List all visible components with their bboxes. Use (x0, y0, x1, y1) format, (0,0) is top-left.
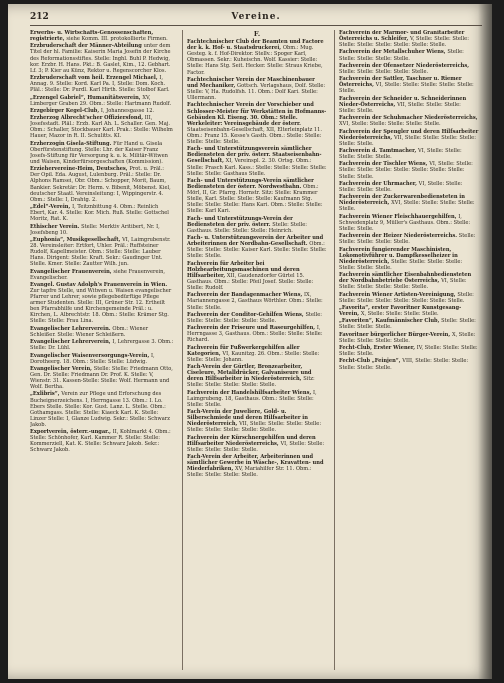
page-number: 212 (30, 12, 49, 22)
directory-entry (30, 326, 174, 338)
entry-name: Fach- und Unterstützungsverein sämtlicher Bediensteten der priv. österr. Staatseisenbahn-Gesellschaft, (187, 146, 322, 165)
entry-details: XI, Vereinspl. 2. 30. Ortsg. Obm.: Stelle: Prasch Karl. Kass.: Stelle: Stelle: Stelle: Stelle: Stelle: Stelle: Gasthaus Stelle. (187, 158, 327, 177)
entry-name: Fachverein der Ofensetzer Niederösterreichs, (339, 62, 470, 69)
directory-entry (339, 358, 479, 370)
entry-details: Obm.: Wiener Schleißer. Stelle: Wiener Schleißern. (30, 325, 149, 338)
entry-name: Fachverein der Uhrmacher, (339, 180, 419, 187)
entry-details: Zur tapfre Stelle, und Witwen u. Waisen evangelischer Pfarrer und Lehrer, sowie pflegebedürftige Pflege armer Studenten. Stelle: III, Grüner Str. 12. Ertheilt ben Pfarrabhilfe und Kirchengemeinde Präl.: u. Kirchen, L. Albrechtstr. 18. Obm.: Stelle: Krämer Stg. Stelle: Stelle: Frau Lina. (30, 288, 172, 325)
directory-entry (30, 141, 174, 165)
directory-entry (187, 345, 327, 363)
entry-name: „Erzengel Gabriel“, Humanitätsverein, (30, 94, 143, 101)
entry-name: Evangel. Gustav Adolph's Frauenverein in Wien. (30, 281, 168, 288)
entry-details: V, Stelle: Stelle: Stelle: Stelle: Stelle: Stelle: Stelle: Stelle: Stelle. (339, 36, 469, 49)
directory-entry (187, 312, 327, 324)
directory-entry (30, 108, 174, 114)
directory-entry (339, 194, 479, 212)
entry-name: Fachverein der Tischler Wiens, (339, 161, 430, 168)
directory-entry (187, 409, 327, 433)
entry-name: Exportverein, österr.-ungar., (30, 429, 113, 436)
entry-name: Evangelischer Lehrerverein, (30, 339, 113, 346)
directory-entry (30, 115, 174, 139)
directory-entry (339, 181, 479, 193)
columns-container (30, 30, 482, 670)
directory-entry (339, 129, 479, 147)
directory-entry (30, 282, 174, 325)
entry-details: VI, Laimgrubenstr. 28. Vereinsleiter: Ertfort, Uhler. Präl.: Ruffsteiner Rudolf, Kapellmeister. Obm.: Stelle: Stelle: Lauber Hans. Dirigent: Stelle: Kraft. Sekr.: Gaudinger Unt. Stelle. Kmer. Stelle: Zautter Wilh. jun. (30, 236, 171, 268)
directory-entry (339, 272, 479, 290)
entry-details: VII, Stelle: Stelle: Stelle: Stelle: Stelle. (339, 101, 461, 114)
entry-details: VII, Stelle: Stelle: Stelle: Stelle: Stelle: Stelle. (339, 134, 476, 147)
entry-details: IX, Mariannengasse 2, Gasthaus Wörthler. Obm.: Stelle: Stelle: Stelle. (187, 292, 323, 311)
entry-details: unter dem Titel der hl. Familie: Kaiserin Maria Josefin der Kirche des Reformationsstiftes. Stelle: Inghl. Buhl P. Hedwig, kor. Erzbr. H. Hans. Pkt.: B. Gaslet, Kim., 12. Gebhart. Lf. 3; P. Kier au Künz, Rektor u. Regenscorcher Klos. (30, 43, 171, 74)
entry-details: Sitz: Stelle: Stelle: Stelle: Stelle: Stelle. (187, 376, 315, 389)
entry-name: Fachverein der Zuckerwarenbediensteten in Niederösterreich, (339, 194, 465, 207)
entry-name: Evangelischer Frauenverein, (30, 268, 114, 275)
entry-details: I, Herrngasse 3, Gasthaus. Obm.: Stelle: Stelle: Stelle: Richard. (187, 325, 323, 344)
directory-entry (339, 161, 479, 179)
directory-entry (339, 318, 479, 330)
entry-name: Ethischer Verein. (30, 223, 82, 230)
entry-details: XVI, Stelle: Stelle: Stelle: Stelle: Stelle. (339, 200, 475, 213)
entry-name: „Edel“-Verein, (30, 204, 73, 211)
entry-details: Stelle: Stelle: Stelle: Stelle: Stelle: Stelle: Stelle: Stelle. (339, 291, 474, 304)
entry-details: Für Hand u. Gisela Oberfürstenstiftung. Stelle: Lhr. der Kaiser Franz Josefs-Stiftung für Versorgung k. u. k. Militär-Witwen und Waisen, Kinderfürsorgeschaften (Kommission). (30, 140, 168, 165)
entry-name: Fecht-Club „Feinjen“, (339, 358, 403, 365)
entry-name: Erzherzogin Gisela-Stiftung. (30, 140, 114, 147)
entry-details: siehe Frauenverein, Evangelischer. (30, 268, 165, 281)
directory-entry (339, 148, 479, 160)
entry-name: Fachverein sämtlicher Eisenbahnbediensteten der Nordbahnbetriebe Österreichs, (339, 272, 472, 285)
directory-entry (30, 43, 174, 73)
directory-entry (339, 233, 479, 245)
entry-name: Fachverein der Kürschnergehilfen und deren Hilfsarbeiter Niederösterreichs, (187, 434, 316, 447)
directory-entry (187, 146, 327, 176)
entry-details: Verein zur Pflege und Erforschung des Bucheignerzeichens. I, Herrngasse 13. Obm.: I. Lo. Ebers Stelle. Stelle: Kor. Gust. Lanz. L. Stelle. Obm.: Gothamgass. Stelle: Stelle: Kiaeck Karl. K. Stelle: Linzer Stelle: I, Glanze Ludwig. Sekr.: Stelle: Schwarz Jakob. (30, 391, 170, 428)
entry-details: IV, Stelle: Stelle: Stelle: Stelle: Stelle. (339, 345, 478, 358)
page-binding-shadow (478, 4, 492, 679)
entry-details: XII, Gaudenzdorfer Gürtel 15. Gasthaus. Obm.: Stelle: Pfeil Josef. Stelle: Stelle: Stelle: Rudolf. (187, 272, 314, 292)
entry-name: Fachtechnischer Club der Beamten und Factore der k. k. Hof- u. Staatsdruckerei, (187, 39, 324, 52)
directory-entry (187, 216, 327, 234)
entry-name: Fachverein der Marmor- und Granitarbeiter Österreichs u. Schleifer, (339, 30, 465, 43)
entry-name: Evangelischer Lehrerverein. (30, 325, 113, 332)
directory-entry (30, 204, 174, 222)
entry-details: I, Johannesgasse 12. (100, 107, 155, 114)
header-rule (30, 25, 482, 26)
entry-details: I, Annag. 9. Stelle: Kord. Karl Pa. I, Stelle: Dom. Koch. Pläl.: Stelle: Dr. Purdl. Karl Hirth. Stelle: Stolbof Karl. (30, 75, 170, 94)
entry-details: Stelle: Stelle: Gasthaus. Stelle: Stelle: Stelle: Heinrich. (187, 221, 307, 234)
directory-entry (339, 96, 479, 114)
entry-details: Stelle: Stelle: Friedmann Otto, Gen. Dr. Stelle: Friedmann Dr. Prof. K. Stelle: V, Wienstr. 31. Kassen-Stelle: Stelle: Wolf. Hermann und Wolf. Bertha. (30, 365, 173, 391)
directory-entry (339, 49, 479, 61)
entry-name: „Favorita“, erster Favoritner Kunstgesang-Verein, (339, 304, 462, 318)
entry-details: III, Josefsstadt. Pläl.: Erzb. Karl Ah. L. Schaller. Gen. Maj. Obm.: Schaller, Stockbauer Karl. Prak.: Stelle: Wilhelm Hauer, Mazor in R. II. Schulitts. KI. (30, 115, 173, 140)
entry-details: XVI, Stelle: Stelle: Stelle: Stelle: Stelle. (339, 121, 441, 128)
entry-details: Staatseisenbahn-Gesellschaft, XII, Elterleinplatz 11. Obm.: Franz 15. Kesse's Gasth. Obm.: Stelle: Stelle: Stelle: Stelle: Stelle. (187, 126, 322, 145)
entry-name: Favoritner bürgerlicher Bürger-Verein, (339, 331, 452, 338)
entry-name: Erzherzog Albrecht'scher Offiziersfond, (30, 115, 145, 122)
entry-name: Fach-Verein der Juweliere, Gold- u. Silberschmiede und deren Hilfsarbeiter in Niederösterreich, (187, 409, 308, 428)
entry-details: Obm.: Stelle: Stelle: Stelle: Kaiser Karl. Stelle: Stelle: Stelle: Stelle: Stelle. (187, 241, 327, 260)
entry-name: Evangelischer Waisenversorgungs-Verein, (30, 352, 152, 359)
entry-details: VI, Stelle: Stelle: Stelle: Stelle: Stelle: Stelle. (339, 82, 474, 95)
entry-details: Stelle: Stelle: Stelle: Stelle: Stelle. (339, 318, 476, 331)
directory-entry (30, 391, 174, 428)
entry-name: Fachverein für Fußwerkergehilfen aller Kategorien, (187, 344, 300, 357)
directory-entry (30, 353, 174, 365)
entry-details: Prot. u. Präl.: Der Opil. Eda. August, Lulenburg. Präl.: Stelle: Dr. Alphons Ramsei, Obr. Obm.: Schopper, Morit, Baum, Bankier. Sekretär: Dr. Herm. v. Bibenit, Möbenst. Kiel, deutscher Staatl. Vereinsleitung: I, Wippingerstr. 4. Obm.: Stelle: I, Drahtg. 2. (30, 166, 171, 203)
entry-name: Fach-Verein der Arbeiter, Arbeiterinnen und sämtlicher Gewerbe in Wäsche-, Kravatten- und Miederfabriken, (187, 454, 324, 473)
entry-details: XV, Limberger Graben 29. Obm.: Stelle: Hartmann Rudolf. (30, 94, 172, 107)
directory-entry (30, 237, 174, 267)
entry-details: I, Schwedenplatz 9, Müller's Gasthaus. Obm.: Stelle: Stelle: Stelle. (339, 213, 471, 232)
entry-name: Fachverein der Heizer Niederösterreichs. (339, 233, 459, 240)
entry-details: VI, Stelle: Stelle: Stelle: Stelle: Stelle. (339, 180, 463, 193)
section-letter: F. (253, 30, 261, 38)
directory-entry (187, 364, 327, 388)
entry-details: Stelle: Merktiv Aritibert, Nr. I, Josefsbeng 10. (30, 223, 160, 236)
entry-name: Fachverein der Spengler und deren Hilfsarbeiter Niederösterreichs, (339, 128, 479, 141)
entry-name: Fachtechnischer Verein der Vorschieber und Schlosser-Meister für Werkstätten in Hofmanns-Gebäuden Kl. Eiseng. 30. Obm.: Stelle. Werkeleiter: Vereinsgebäude der österr. (187, 102, 327, 127)
entry-details: VI, Kaunitzg. 26. Obm.: Stelle: Stelle: Stelle: Stelle: Johann. (187, 350, 320, 363)
entry-name: Fachverein der Metallschuher Wiens, (339, 49, 448, 56)
entry-details: VIII, Stelle: Stelle: Stelle: Stelle: Stelle: Stelle. (339, 358, 469, 371)
entry-name: „Exlibris“, (30, 391, 62, 398)
directory-entry (30, 429, 174, 453)
entry-details: Stelle: Stelle: Stelle: Stelle: Stelle. (339, 233, 476, 246)
entry-name: Fachtechnischer Verein der Maschinenbauer und Mechaniker, (187, 76, 315, 89)
entry-name: „Favoriten“, Kaufmännischer Club, (339, 318, 442, 325)
entry-name: Fachverein der Schneider u. Schneiderinnen Nieder-Österreichs, (339, 95, 467, 108)
directory-entry (339, 76, 479, 94)
entry-details: I, Teitznbittung 4. Obm.: Reinlich Ebert, Kar. 4. Stelle: Kor. Mich. Ruß. Stelle: Gottschel Moritz, Rat. K. (30, 204, 169, 223)
directory-entry (187, 325, 327, 343)
entry-details: X, Stelle: Stelle: Stelle: Stelle: Stelle. (339, 331, 476, 344)
entry-details: II, Kohlmarkt 4. Obm.: Stelle: Schönhofer, Karl. Kammer R. Stelle: Stelle: Kommerziell, Kat. K. Stelle: Schwarz Jakob. Sekr.: Schwarz Jakob. (30, 429, 171, 454)
directory-entry (187, 454, 327, 478)
directory-entry (339, 247, 479, 271)
directory-entry (339, 292, 479, 304)
entry-name: Erzbruderschaft der Männer-Abteilung (30, 43, 144, 50)
entry-details: I, Lehrergasse 3. Obm.: Stelle: Dr. Lühl. (30, 339, 174, 352)
column-3 (334, 30, 479, 670)
entry-name: Fachverein der Schuhmacher Niederösterreichs, (339, 115, 478, 122)
directory-entry (187, 261, 327, 291)
entry-name: Fach- und Unterstützungs-Verein der Bediensteten der priv. österr. (187, 215, 293, 228)
directory-entry (30, 166, 174, 203)
entry-details: X, Stelle: Stelle: Stelle: Stelle. (360, 311, 439, 318)
directory-entry (187, 292, 327, 310)
directory-entry (30, 366, 174, 390)
directory-entry (339, 345, 479, 357)
entry-name: Fachverein der Handelshilfsarbeiter Wiens, (187, 389, 313, 396)
directory-page (8, 4, 492, 679)
entry-name: Fachverein der Sattler, Taschner u. Riemer Österreichs, (339, 76, 462, 89)
entry-name: Fachverein fungierender Maschinisten, Lokomotivführer u. Dampfkesselheizer in Niederösterreich, (339, 246, 458, 265)
entry-name: Fachverein für Arbeiter bei Holzbearbeitungsmaschinen und deren Hilfsarbeiter, (187, 260, 300, 279)
entry-name: Fachverein Wiener Artisten-Vereinigung, (339, 291, 458, 298)
entry-name: Fachverein d. Tamtmacher, (339, 148, 419, 154)
directory-entry (187, 102, 327, 145)
entry-details: Stelle: Stelle: Stelle: Stelle: Stelle. (339, 49, 464, 62)
column-1 (30, 30, 174, 670)
entry-details: I, Laimgrubeng. 18, Gasthaus. Obm.: Stelle: Stelle: Stelle: Stelle. (187, 389, 317, 408)
entry-details: siehe Komm. III. protokollierte Firmen. (66, 36, 168, 43)
entry-name: Fachverein der Conditor-Gehilfen Wiens, (187, 311, 306, 318)
entry-details: Stelle: Stelle: Stelle: Stelle: Stelle: Stelle: Stelle. (339, 258, 463, 271)
entry-name: Erzbruderschaft vom heil. Erzengel Michael, (30, 75, 160, 82)
directory-entry (339, 305, 479, 317)
directory-entry (339, 214, 479, 232)
entry-name: Erzgebirger Kegel-Club, (30, 107, 101, 114)
entry-name: Fachverein der Friseure und Raseurgehilfen, (187, 325, 317, 332)
entry-details: I, Dorotheerg. 18. Obm.: Stelle: Stelle: Lüdwig. (30, 352, 155, 365)
entry-details: Obm.: Mug. Gesteg. k. f. Hof-Direktor. Stellv.: Spoger Karl, Obmassen. Sekr.: Kuheischn. Wolf. Kassier: Stelle: Stelle: Hans Stg. Seit. Hecker. Stelle: Straus Kriebe, Factor. (187, 45, 323, 76)
entry-name: Fach-Verein der Gürtler, Bronzearbeiter, Ciseleure, Metalldrücker, Galvaniseure und deren Hilfsarbeiter in Niederösterreich, (187, 364, 312, 383)
directory-entry (30, 30, 174, 42)
directory-entry (30, 224, 174, 236)
directory-entry (187, 235, 327, 259)
entry-name: Fachverein der Bandagenmacher Wiens, (187, 292, 305, 299)
entry-details: XV, Mariahilfer Str. 11. Obm.: Stelle: Stelle: Stelle: Stelle. (187, 466, 312, 479)
directory-entry (30, 75, 174, 93)
entry-name: Erwerbs- u. Wirtschafts-Genossenschaften, registrierte, (30, 30, 154, 43)
entry-name: Fach- und Unterstützungs-Verein sämtlicher Bediensteten der österr. Nordwestbahn. (187, 177, 314, 190)
directory-entry (30, 339, 174, 351)
entry-name: Fecht-Club, Erster Wiener, (339, 345, 417, 352)
directory-entry (339, 115, 479, 127)
entry-details: VI, Stelle: Stelle: Stelle: Stelle: Stelle: Stelle. (339, 278, 467, 291)
entry-details: VI, Stelle: Stelle: Stelle: Stelle: Stelle. (339, 148, 462, 161)
column-2 (182, 30, 327, 670)
entry-details: Stelle: Stelle: Stelle: Stelle: Stelle: Stelle. (187, 311, 322, 324)
directory-entry (339, 332, 479, 344)
entry-details: Gottsch. Verlagshaus, Dolf. Stelle: Stelle: V, Ha. Rudolfsh. 11. Obm.: Dolf Kari. Stelle: Ullermann. (187, 82, 326, 102)
directory-entry (187, 435, 327, 453)
entry-name: „Euphonia“, Musikgesellschaft, (30, 236, 123, 243)
entry-name: Fach- u. Unterstützungsverein der Arbeiter und Arbeiterinnen der Nordbahn-Gesellschaft. (187, 235, 324, 248)
directory-entry (187, 39, 327, 76)
directory-entry (187, 178, 327, 215)
entry-details: VI, Stelle: Stelle: Stelle: Stelle: Stelle: Stelle. (187, 440, 325, 453)
directory-entry (187, 390, 327, 408)
page-header (30, 10, 482, 24)
directory-entry (187, 77, 327, 101)
directory-entry (30, 95, 174, 107)
entry-name: Fachverein Wiener Fleischhauergehilfen, (339, 213, 459, 220)
entry-name: Erziehervereine-Heim, Deutsches, (30, 166, 130, 173)
entry-details: VII, Stelle: Stelle: Stelle: Stelle: Stelle: Stelle: Stelle: Stelle: Stelle. (187, 421, 322, 434)
directory-entry (339, 63, 479, 75)
entry-details: Stelle: Stelle: Stelle: Stelle: Stelle. (339, 68, 429, 75)
entry-details: VI, Stelle: Stelle: Stelle: Stelle: Stelle: Stelle: Stelle: Stelle: Stelle: Stelle: Stelle. (339, 161, 473, 180)
entry-details: Obm.: Mörl, II, Gr. Pfarrg. Hornstr. Sitz: Stelle: Krammer Stelle, Karl. Stelle: Stelle: Stelle: Kaufmann Stg. Stelle: Stelle: Stelle: Hans Kari. Obm.: Stelle: Stelle: Stelle: Karl Kari. (187, 184, 323, 215)
directory-entry (339, 30, 479, 48)
entry-name: Evangelischer Verein, (30, 365, 94, 372)
directory-entry (30, 269, 174, 281)
page-title: Vereine. (231, 12, 281, 22)
